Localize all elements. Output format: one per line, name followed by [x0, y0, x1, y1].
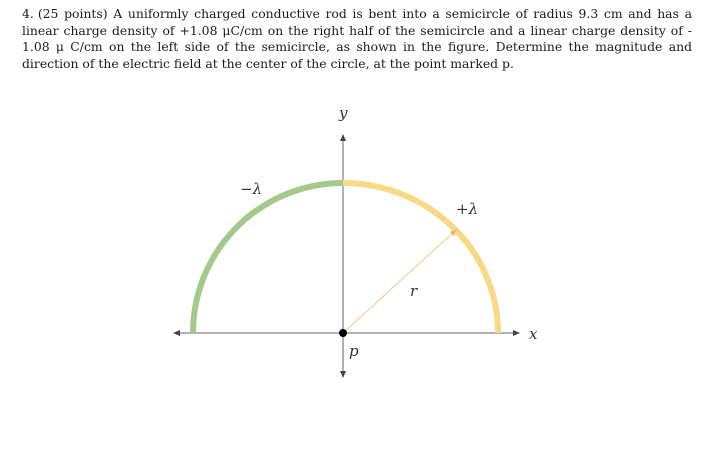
radius-label: r — [410, 282, 418, 300]
right-charge-label: +λ — [456, 200, 479, 218]
y-axis-label: y — [339, 104, 348, 122]
center-point — [339, 329, 347, 337]
problem-text: (25 points) A uniformly charged conductive rod is bent into a semicircle of radius 9.3 cm and has a linear charge density of +1.08 μC/cm on the right half of the semicircle and a linear charge density of - 1.08 μ C/cm on the left side of the semicircle, as shown in the figure. Determine the magnitude and direction of the electric field at the center of the circle, at the point marked p. — [22, 6, 692, 71]
left-charge-label: −λ — [240, 180, 263, 198]
left-arc-negative — [193, 183, 343, 333]
x-axis-label: x — [529, 325, 538, 343]
problem-number: 4. — [22, 6, 34, 21]
point-p-label: p — [349, 342, 359, 360]
radius-line — [343, 230, 456, 333]
